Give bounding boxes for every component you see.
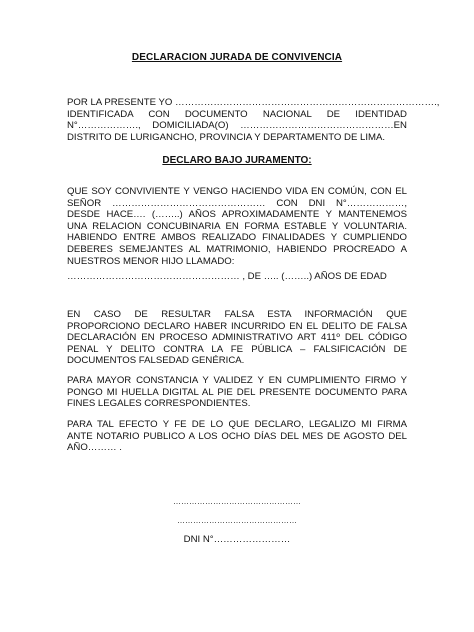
declaration-line: SEÑOR ………………………………………… CON DNI N°………………,: [67, 197, 407, 209]
declaration-line: NUESTROS MENOR HIJO LLAMADO:: [67, 255, 235, 267]
intro-line: POR LA PRESENTE YO ……………………………………………………………………….,: [67, 97, 440, 108]
declaration-paragraph: [67, 186, 407, 267]
closing-line: PARA TAL EFECTO Y FE DE LO QUE DECLARO, LEGALIZO MI FIRMA: [67, 419, 407, 430]
intro-paragraph: [67, 97, 440, 143]
declaration-line: HABIENDO ENTRE AMBOS REALIZADO FINALIDADES Y CUMPLIENDO: [67, 232, 407, 244]
declaration-line: UNA RELACION CONCUBINARIA EN FORMA ESTABLE Y VOLUNTARIA.: [67, 220, 407, 232]
dni-label: DNI N°……………………: [183, 534, 291, 545]
falsity-line: EN CASO DE RESULTAR FALSA ESTA INFORMACIÓN QUE: [67, 309, 407, 320]
constancy-line: PARA MAYOR CONSTANCIA Y VALIDEZ Y EN CUMPLIMIENTO FIRMO Y: [67, 375, 407, 386]
intro-line: IDENTIFICADA CON DOCUMENTO NACIONAL DE IDENTIDAD: [67, 108, 407, 120]
child-line-paragraph: [67, 271, 407, 283]
document-title: DECLARACION JURADA DE CONVIVENCIA: [131, 52, 343, 63]
closing-line: ANTE NOTARIO PUBLICO A LOS OCHO DÍAS DEL MES DE AGOSTO DEL: [67, 430, 407, 442]
falsity-line: PENAL Y DELITO CONTRA LA FE PÚBLICA – FALSIFICACIÓN DE: [67, 343, 407, 355]
signature-line: …………………………………………: [173, 497, 301, 506]
closing-line: AÑO……… .: [67, 442, 122, 454]
constancy-line: FINES LEGALES CORRESPONDIENTES.: [67, 398, 251, 410]
falsity-paragraph: [67, 309, 407, 367]
signature-line: ………………………………………: [177, 516, 297, 525]
child-line: ……………………………………………… , DE ….. (……..) AÑOS DE EDAD: [67, 271, 387, 282]
constancy-line: PONGO MI HUELLA DIGITAL AL PIE DEL PRESENTE DOCUMENTO PARA: [67, 386, 407, 398]
declaration-line: DESDE HACE…. (……..) AÑOS APROXIMADAMENTE Y MANTENEMOS: [67, 209, 407, 221]
declaration-heading: DECLARO BAJO JURAMENTO:: [162, 155, 312, 166]
closing-paragraph: [67, 419, 407, 454]
falsity-line: DECLARACIÓN EN PROCESO ADMINISTRATIVO ART 411º DEL CÓDIGO: [67, 332, 407, 344]
intro-line: N°………………., DOMICILIADA(O) …………………………………………EN: [67, 120, 407, 132]
intro-line: DISTRITO DE LURIGANCHO, PROVINCIA Y DEPARTAMENTO DE LIMA.: [67, 131, 386, 143]
declaration-line: QUE SOY CONVIVIENTE Y VENGO HACIENDO VIDA EN COMÚN, CON EL: [67, 186, 407, 197]
constancy-paragraph: [67, 375, 407, 410]
falsity-line: PROPORCIONO DECLARO HABER INCURRIDO EN EL DELITO DE FALSA: [67, 320, 407, 332]
declaration-line: DEBERES SEMEJANTES AL MATRIMONIO, HABIENDO PROCREADO A: [67, 243, 407, 255]
falsity-line: DOCUMENTOS FALSEDAD GENÉRICA.: [67, 355, 245, 367]
